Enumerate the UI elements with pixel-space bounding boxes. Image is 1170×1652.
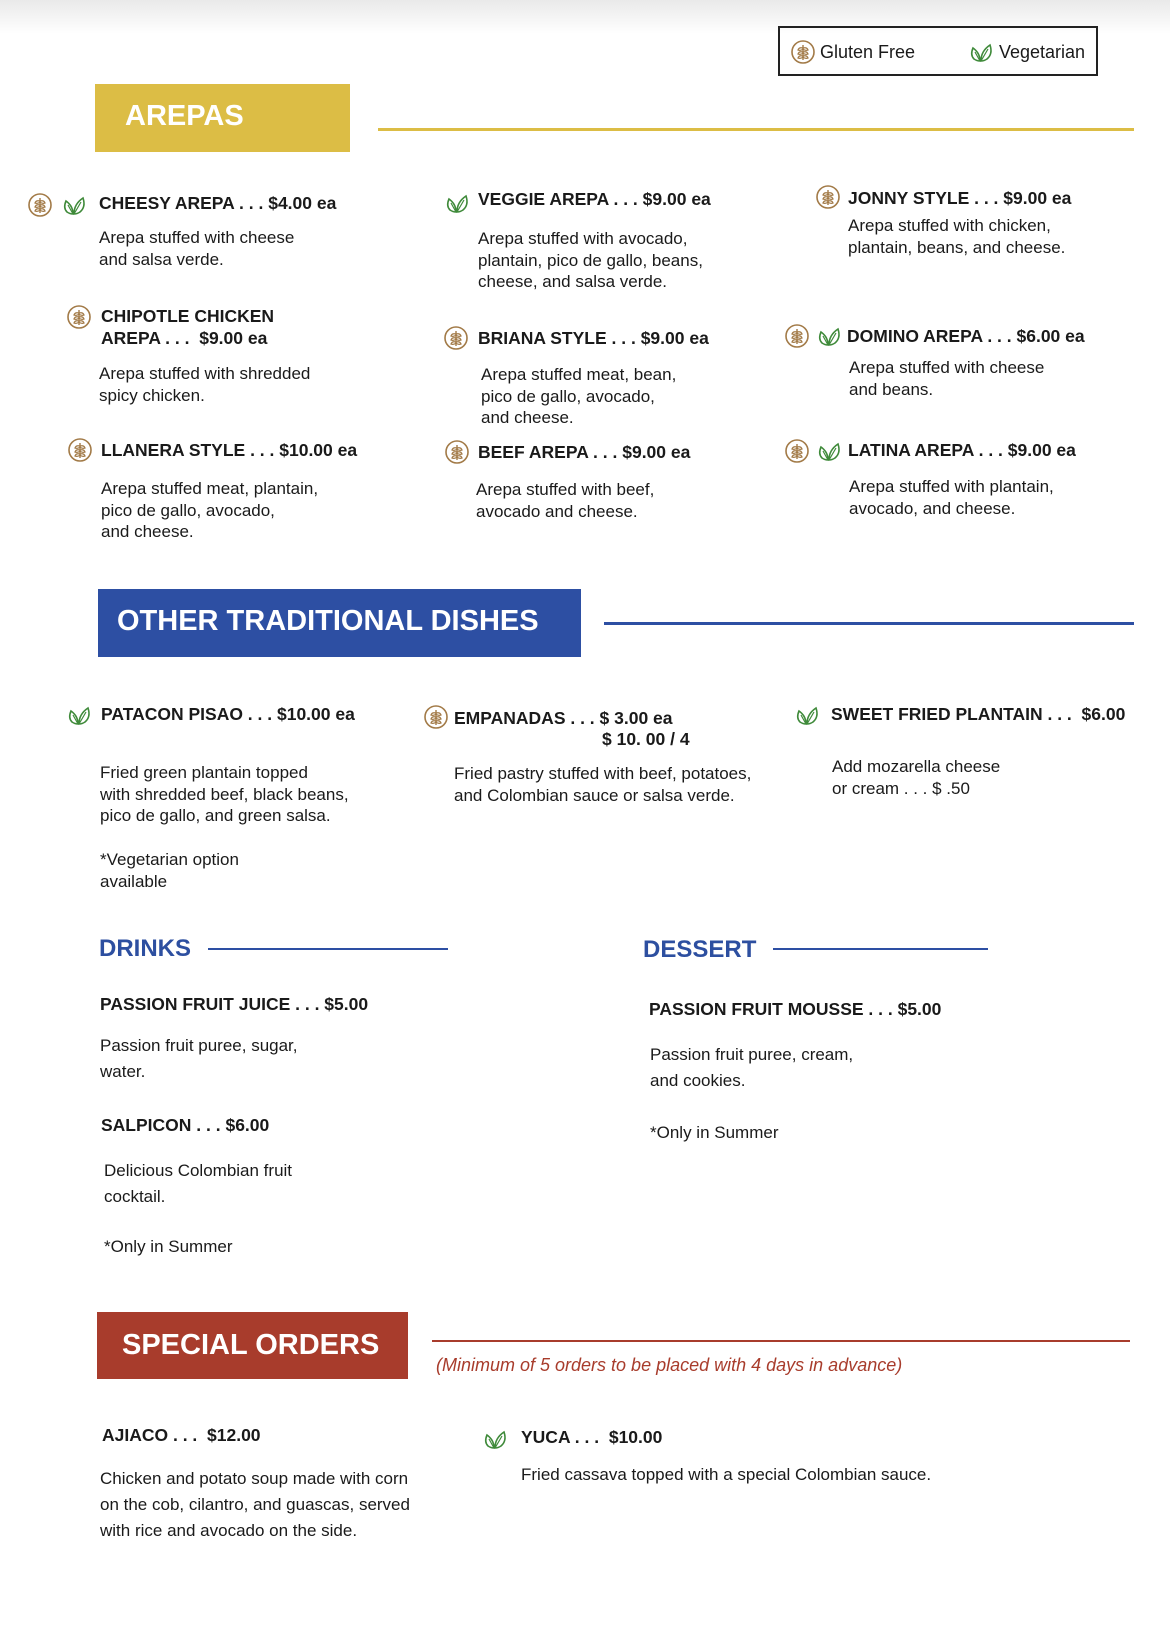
item-name: JONNY STYLE . . . $9.00 ea [848,188,1072,208]
special-orders-rule [432,1340,1130,1342]
item-name: AJIACO . . . $12.00 [102,1425,261,1445]
item-description: Arepa stuffed with cheese and salsa verde. [99,228,295,269]
item-description: Passion fruit puree, cream, and cookies. [650,1045,854,1090]
gluten-free-icon [27,192,53,218]
drinks-heading: DRINKS [99,935,192,962]
vegetarian-icon [66,702,92,728]
item-name: PASSION FRUIT MOUSSE . . . $5.00 [649,999,942,1019]
item-description: Arepa stuffed meat, plantain, pico de gallo, avocado, and cheese. [101,479,319,541]
item-note: *Only in Summer [104,1237,233,1256]
item-name: PATACON PISAO . . . $10.00 ea [101,704,355,724]
arepas-banner: AREPAS [95,84,350,152]
item-description: Arepa stuffed with shredded spicy chicken. [99,364,311,405]
item-price-secondary: $ 10. 00 / 4 [602,729,690,749]
dessert-heading: DESSERT [643,936,757,963]
item-note: *Vegetarian option available [100,850,239,891]
vegetarian-icon [794,702,820,728]
vegetarian-icon [482,1426,508,1452]
vegetarian-icon [968,39,994,65]
item-description: Fried cassava topped with a special Colombian sauce. [521,1465,932,1484]
gluten-free-icon [443,325,469,351]
arepas-rule [378,128,1134,131]
item-name: BEEF AREPA . . . $9.00 ea [478,442,691,462]
gluten-free-icon [784,323,810,349]
item-name: SALPICON . . . $6.00 [101,1115,270,1135]
gluten-free-icon [444,439,470,465]
gluten-free-icon [790,39,816,65]
item-name: DOMINO AREPA . . . $6.00 ea [847,326,1085,346]
item-description: Chicken and potato soup made with corn on the cob, cilantro, and guascas, served with rice and avocado on the side. [100,1469,410,1540]
item-description: Fried green plantain topped with shredded beef, black beans, pico de gallo, and green salsa. [100,763,349,825]
vegetarian-icon [444,190,470,216]
item-name: PASSION FRUIT JUICE . . . $5.00 [100,994,369,1014]
item-description: Delicious Colombian fruit cocktail. [104,1161,293,1206]
vegetarian-icon [816,438,842,464]
gluten-free-icon [784,438,810,464]
traditional-rule [604,622,1134,625]
item-name: VEGGIE AREPA . . . $9.00 ea [478,189,711,209]
gluten-free-icon [67,437,93,463]
legend-box [778,26,1098,76]
item-description: Arepa stuffed with avocado, plantain, pico de gallo, beans, cheese, and salsa verde. [478,229,703,291]
special-orders-banner: SPECIAL ORDERS [97,1312,408,1379]
item-name: SWEET FRIED PLANTAIN . . . $6.00 [831,704,1126,724]
item-name: EMPANADAS . . . $ 3.00 ea [454,708,673,728]
item-name: LATINA AREPA . . . $9.00 ea [848,440,1076,460]
gluten-free-icon [815,184,841,210]
vegetarian-icon [61,192,87,218]
item-description: Arepa stuffed with cheese and beans. [849,358,1045,399]
item-note: *Only in Summer [650,1123,779,1142]
item-name: BRIANA STYLE . . . $9.00 ea [478,328,709,348]
item-name: LLANERA STYLE . . . $10.00 ea [101,440,358,460]
item-description: Add mozarella cheese or cream . . . $ .50 [832,757,1001,798]
vegetarian-icon [816,323,842,349]
item-description: Fried pastry stuffed with beef, potatoes, and Colombian sauce or salsa verde. [454,764,752,805]
item-description: Arepa stuffed with beef, avocado and cheese. [476,480,655,521]
dessert-rule [773,948,988,950]
item-description: Arepa stuffed with chicken, plantain, beans, and cheese. [848,216,1066,257]
gluten-free-icon [423,704,449,730]
legend-vegetarian: Vegetarian [999,42,1086,62]
traditional-banner: OTHER TRADITIONAL DISHES [98,589,581,657]
gluten-free-icon [66,304,92,330]
drinks-rule [208,948,448,950]
item-description: Arepa stuffed with plantain, avocado, and cheese. [849,477,1054,518]
item-name: CHEESY AREPA . . . $4.00 ea [99,193,337,213]
item-description: Arepa stuffed meat, bean, pico de gallo, avocado, and cheese. [481,365,677,427]
item-name: YUCA . . . $10.00 [521,1427,663,1447]
legend-gluten-free: Gluten Free [820,42,916,62]
special-orders-subtitle: (Minimum of 5 orders to be placed with 4 days in advance) [436,1355,903,1375]
item-description: Passion fruit puree, sugar, water. [100,1036,298,1081]
item-name: CHIPOTLE CHICKEN AREPA . . . $9.00 ea [101,306,275,348]
